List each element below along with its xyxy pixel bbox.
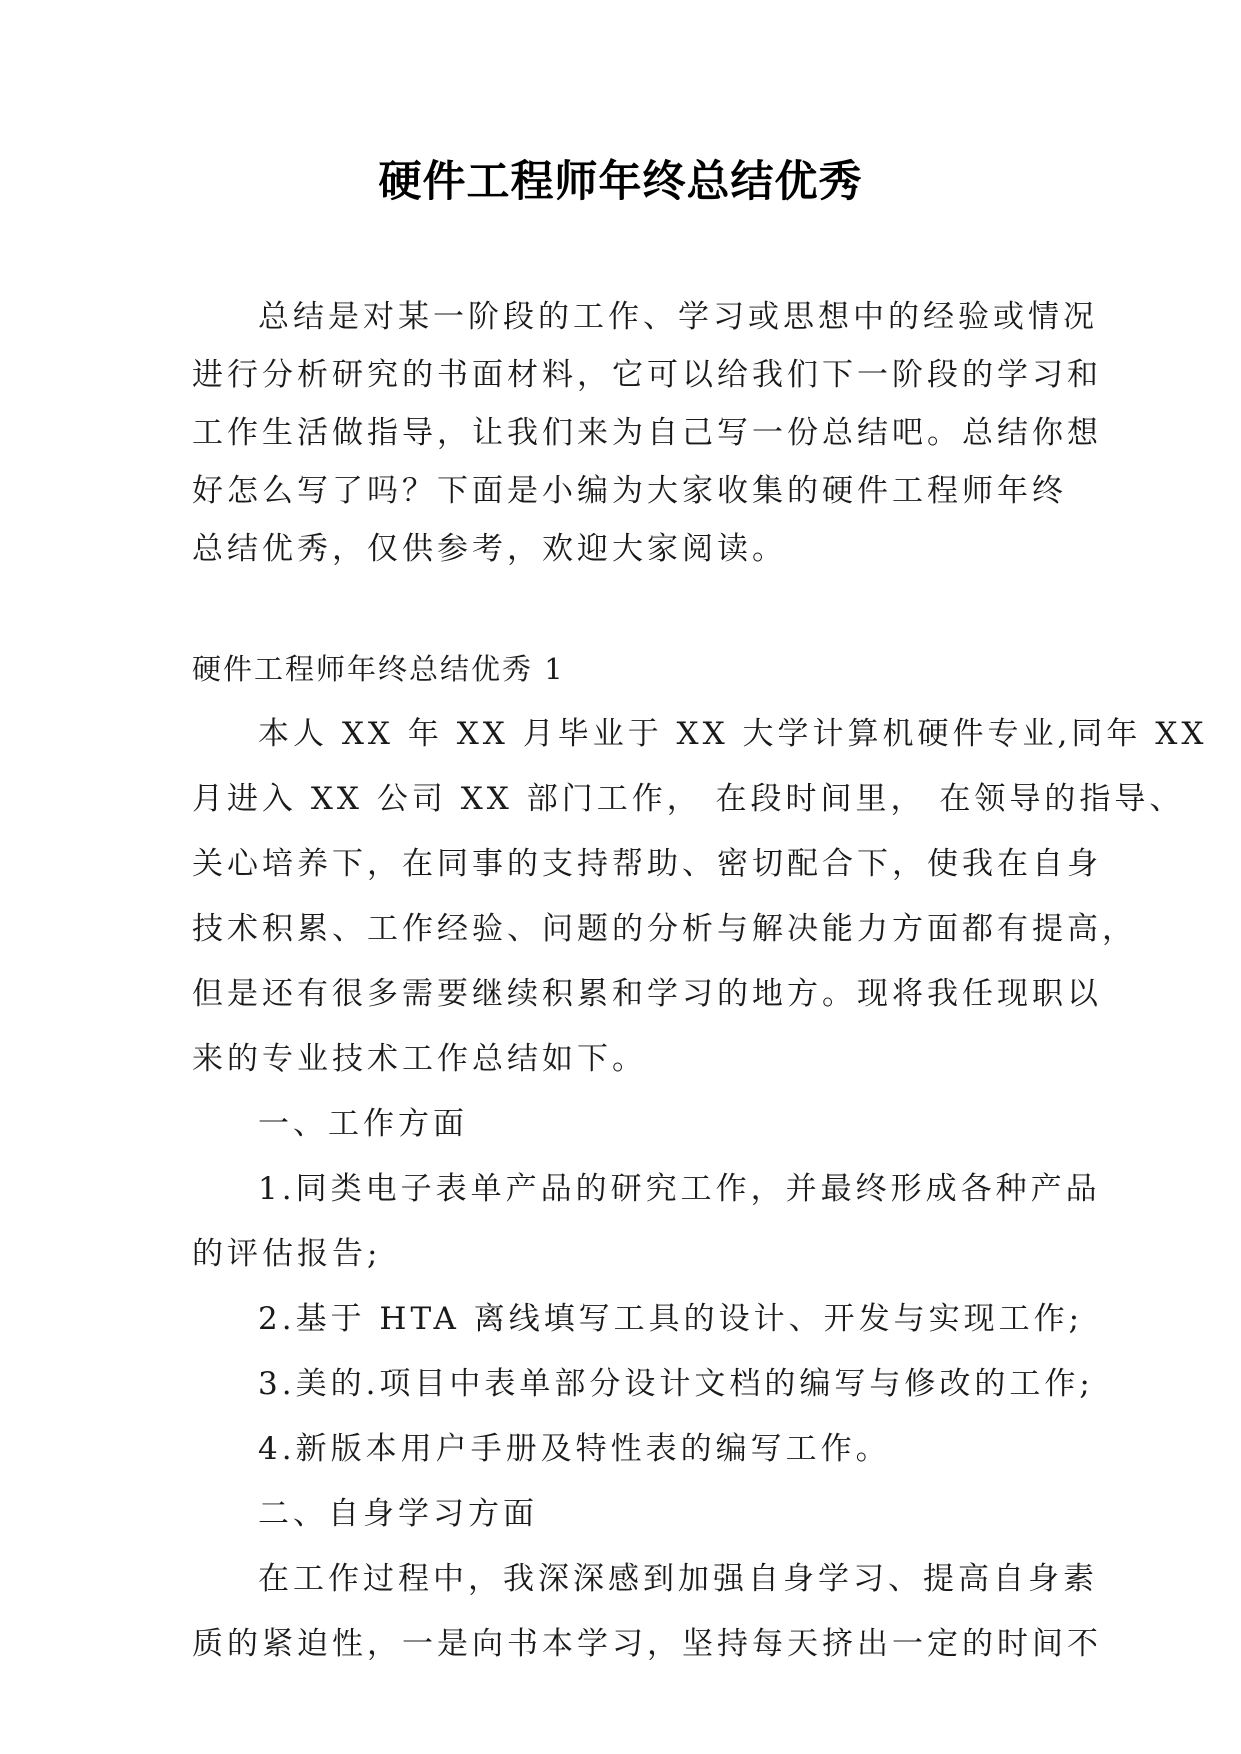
intro-line: 总结是对某一阶段的工作、学习或思想中的经验或情况 [258,299,1098,335]
list-item: 3.美的.项目中表单部分设计文档的编写与修改的工作; [258,1366,1094,1402]
subheading-work: 一、工作方面 [258,1106,468,1142]
body-line: 技术积累、工作经验、问题的分析与解决能力方面都有提高， [192,911,1137,947]
section-1 [192,637,1208,1677]
subheading-study: 二、自身学习方面 [258,1496,538,1532]
body-line: 月进入 XX 公司 XX 部门工作， 在段时间里， 在领导的指导、 [192,781,1185,817]
body-line: 本人 XX 年 XX 月毕业于 XX 大学计算机硬件专业,同年 XX [258,716,1208,752]
body-line: 但是还有很多需要继续积累和学习的地方。现将我任现职以 [192,976,1102,1012]
list-item-continuation: 的评估报告; [192,1236,382,1272]
intro-line: 总结优秀，仅供参考，欢迎大家阅读。 [192,531,787,567]
body-line: 关心培养下，在同事的支持帮助、密切配合下，使我在自身 [192,846,1102,882]
list-item: 1.同类电子表单产品的研究工作，并最终形成各种产品 [258,1171,1101,1207]
intro-paragraph [192,288,1102,578]
body-line: 来的专业技术工作总结如下。 [192,1041,647,1077]
intro-line: 工作生活做指导，让我们来为自己写一份总结吧。总结你想 [192,415,1102,451]
list-item: 4.新版本用户手册及特性表的编写工作。 [258,1431,891,1467]
document-title: 硬件工程师年终总结优秀 [378,157,863,207]
section-heading: 硬件工程师年终总结优秀 1 [192,652,565,686]
body-line: 质的紧迫性，一是向书本学习，坚持每天挤出一定的时间不 [192,1626,1102,1662]
intro-line: 进行分析研究的书面材料，它可以给我们下一阶段的学习和 [192,357,1102,393]
list-item: 2.基于 HTA 离线填写工具的设计、开发与实现工作; [258,1301,1084,1337]
body-line: 在工作过程中，我深深感到加强自身学习、提高自身素 [258,1561,1098,1597]
intro-line: 好怎么写了吗？下面是小编为大家收集的硬件工程师年终 [192,473,1067,509]
